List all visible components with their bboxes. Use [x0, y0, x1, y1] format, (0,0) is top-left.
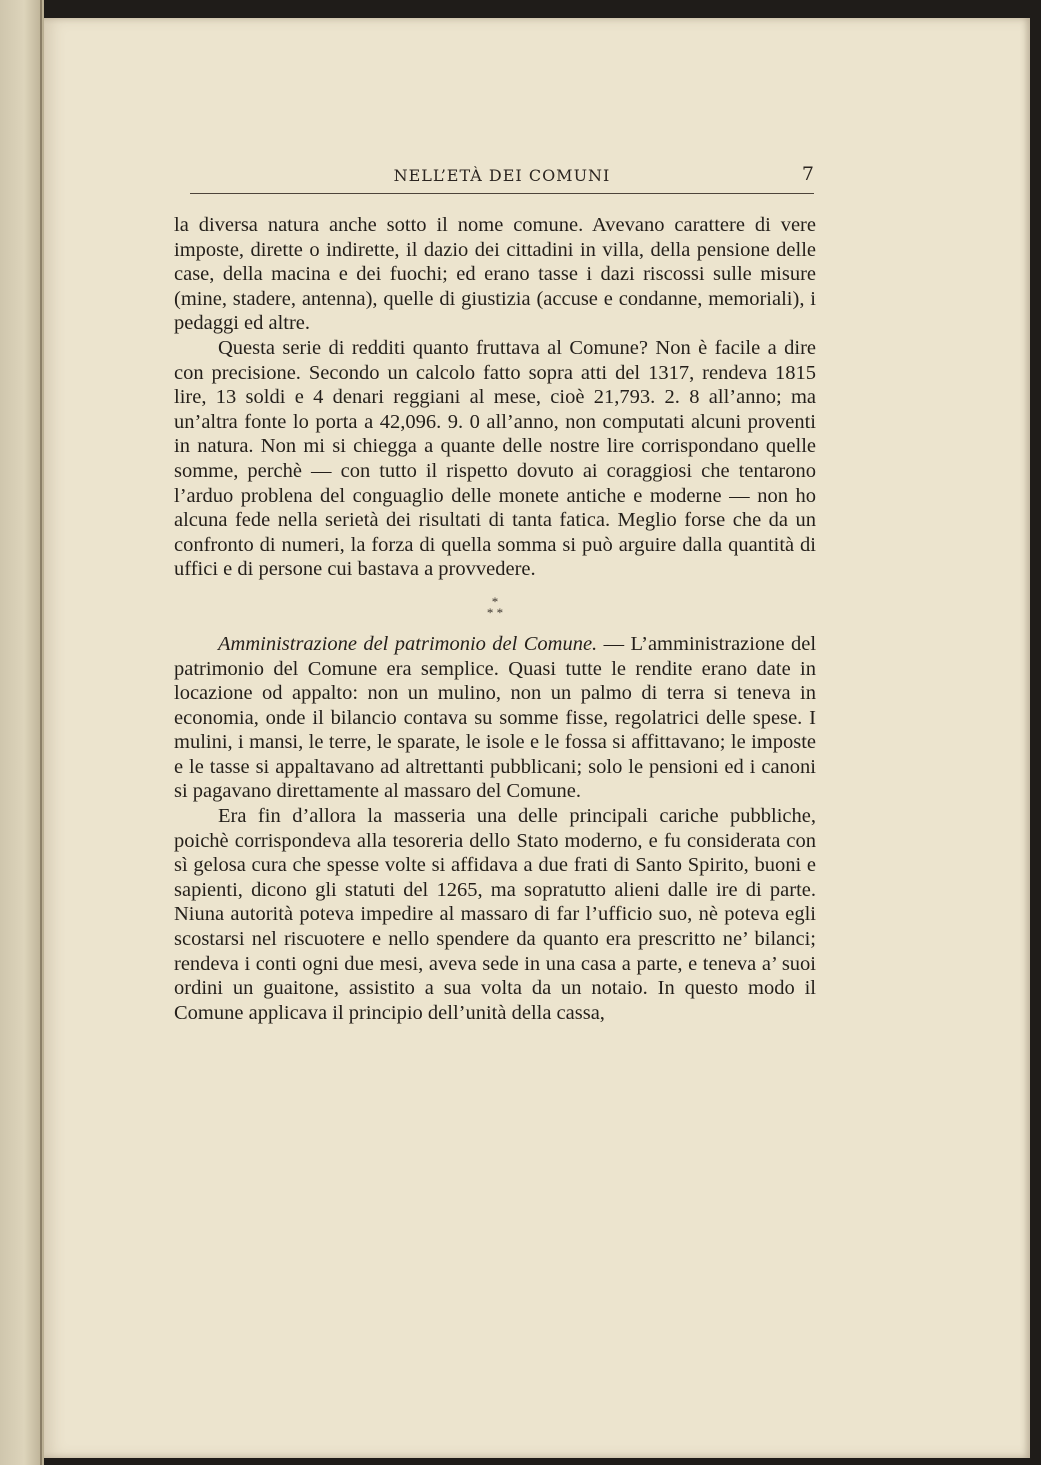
paragraph-3-text: — L’amministrazione del patrimonio del Comune era semplice. Quasi tutte le rendite erano date in locazione od appalto: non un mulino, non un palmo di terra si teneva in economia, onde il bilancio contava su somme fisse, regolatrici delle spese. I mulini, i mansi, le terre, le sparate, le isole e le fossa si affittavano; le imposte e le tasse si appaltavano ad altrettanti pubblicani; solo le pensioni ed i canoni si pagavano direttamente al massaro del Comune.: [174, 632, 817, 803]
asterism-top: *: [491, 593, 499, 609]
running-header: [190, 160, 814, 194]
asterism-bottom: * *: [486, 604, 504, 620]
paragraph-3: [174, 632, 816, 804]
running-title: NELL’ETÀ DEI COMUNI: [393, 166, 611, 185]
header-rule: [190, 193, 814, 194]
asterism: [174, 593, 816, 620]
paragraph-1: la diversa natura anche sotto il nome comune. Avevano carattere di vere imposte, dirette o indirette, il dazio dei cittadini in villa, della pensione delle case, della macina e dei fuochi; ed erano tasse i dazi riscossi sulle misure (mine, stadere, antenna), quelle di giustizia (accuse e condanne, memoriali), i pedaggi ed altre.: [174, 214, 816, 335]
paragraph-4: Era fin d’allora la masseria una delle principali cariche pubbliche, poichè corrispondeva alla tesoreria dello Stato moderno, e fu considerata con sì gelosa cura che spesse volte si affidava a due frati di Santo Spirito, buoni e sapienti, dicono gli statuti del 1265, ma sopratutto alieni dalle ire di parte. Niuna autorità poteva impedire al massaro di far l’ufficio suo, nè poteva egli scostarsi nel riscuotere e nello spendere da quanto era prescritto ne’ bilanci; rendeva i conti ogni due mesi, aveva sede in una casa a parte, e teneva a’ suoi ordini un guaitone, assistito a sua volta da un notaio. In questo modo il Comune applicava il principio dell’unità della cassa,: [174, 805, 816, 1024]
body-text: [174, 213, 816, 1025]
previous-page-edge: [0, 0, 44, 1465]
paragraph-2: Questa serie di redditi quanto fruttava al Comune? Non è facile a dire con precisione. Secondo un calcolo fatto sopra atti del 1317, rendeva 1815 lire, 13 soldi e 4 denari reggiani al mese, cioè 21,793. 2. 8 all’anno; ma un’altra fonte lo porta a 42,096. 9. 0 all’anno, non computati alcuni proventi in natura. Non mi si chiegga a quante delle nostre lire corrispondano quelle somme, perchè — con tutto il rispetto dovuto ai coraggiosi che tentarono l’arduo problena del conguaglio delle monete antiche e moderne — non ho alcuna fede nella serietà dei risultati di tanta fatica. Meglio forse che da un confronto di numeri, la forza di quella somma si può arguire dalla quantità di uffici e di persone cui bastava a provvedere.: [174, 336, 816, 581]
page-number: 7: [801, 163, 814, 185]
section-heading: Amministrazione del patrimonio del Comune.: [218, 632, 598, 655]
book-gutter: [40, 0, 42, 1465]
